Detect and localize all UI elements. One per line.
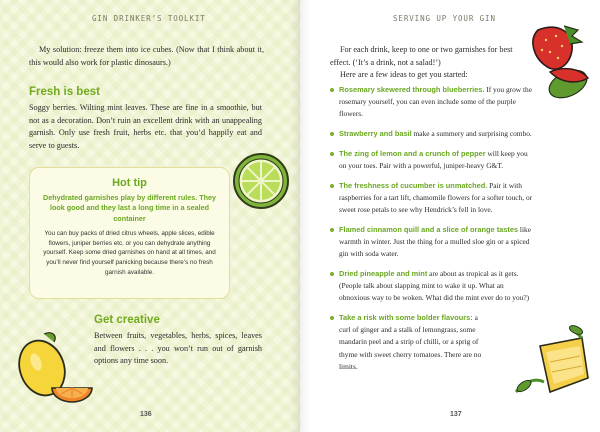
get-creative-paragraph: Between fruits, vegetables, herbs, spices, leaves and flowers . . . you won’t run out of garnish options any time soon. bbox=[94, 331, 262, 366]
lime-slice-illustration bbox=[232, 152, 290, 210]
list-item: The freshness of cucumber is unmatched. Pair it with raspberries for a tart lift, chamomile flowers for a softer touch, or sweet rose petals to see why Hendrick’s fell in love. bbox=[330, 180, 535, 217]
fresh-paragraph: Soggy berries. Wilting mint leaves. These are fine in a smoothie, but not as a decoration. Don’t ruin an excellent drink with an unappealing garnish. Only use fresh fruit, herbs etc. that you’d happily eat and serve to guests. bbox=[29, 103, 262, 150]
list-item: Rosemary skewered through blueberries. If you grow the rosemary yourself, you can even include some of the purple flowers. bbox=[330, 84, 535, 121]
list-item: The zing of lemon and a crunch of pepper will keep you on your toes. Pair with a powerful, juniper-heavy G&T. bbox=[330, 148, 535, 172]
list-item: Take a risk with some bolder flavours: a curl of ginger and a stalk of lemongrass, some mandarin peel and a strip of chilli, or a sprig of thyme with sweet cherry tomatoes. There are no limits. bbox=[330, 312, 489, 373]
right-intro-paragraph: For each drink, keep to one or two garnishes for best effect. (‘It’s a drink, not a salad!’) bbox=[330, 45, 513, 67]
book-gutter-shadow bbox=[290, 0, 310, 432]
left-running-head: GIN DRINKER’S TOOLKIT bbox=[92, 14, 206, 23]
strawberry-basil-illustration bbox=[528, 22, 594, 108]
hot-tip-body: You can buy packs of dried citrus wheels, apple slices, edible flowers, juniper berries etc. or you can dehydrate anything yourself. Keep some dried garnishes on hand at all times, and you’ll never find yourself panicking because there’s no fresh garnish available. bbox=[43, 230, 216, 276]
right-page-number: 137 bbox=[450, 411, 462, 418]
hot-tip-title: Hot tip bbox=[112, 177, 147, 189]
list-item: Flamed cinnamon quill and a slice of orange tastes like warmth in winter. Just the thing for a mulled sloe gin or a spiced gin with soda water. bbox=[330, 224, 535, 261]
right-intro-lead: Here are a few ideas to get you started: bbox=[340, 70, 468, 80]
lemon-and-orange-illustration bbox=[14, 330, 94, 406]
dried-pineapple-illustration bbox=[510, 322, 594, 402]
list-item: Strawberry and basil make a summery and surprising combo. bbox=[330, 128, 535, 140]
garnish-ideas-list bbox=[330, 84, 535, 373]
get-creative-heading: Get creative bbox=[94, 314, 160, 326]
list-item: Dried pineapple and mint are about as tropical as it gets. (People talk about slapping mint to wake it up. What an obnoxious way to be woken. What did the mint ever do to you?) bbox=[330, 268, 535, 305]
hot-tip-subtitle: Dehydrated garnishes play by different rules. They look good and they last a long time in a sealed container bbox=[43, 193, 216, 223]
left-page-number: 136 bbox=[140, 411, 152, 418]
hot-tip-box bbox=[29, 167, 230, 299]
fresh-heading: Fresh is best bbox=[29, 86, 100, 98]
right-running-head: SERVING UP YOUR GIN bbox=[393, 14, 496, 23]
right-page bbox=[300, 0, 600, 432]
left-intro-paragraph: My solution: freeze them into ice cubes. (Now that I think about it, this would also work for plastic dinosaurs.) bbox=[29, 45, 264, 67]
